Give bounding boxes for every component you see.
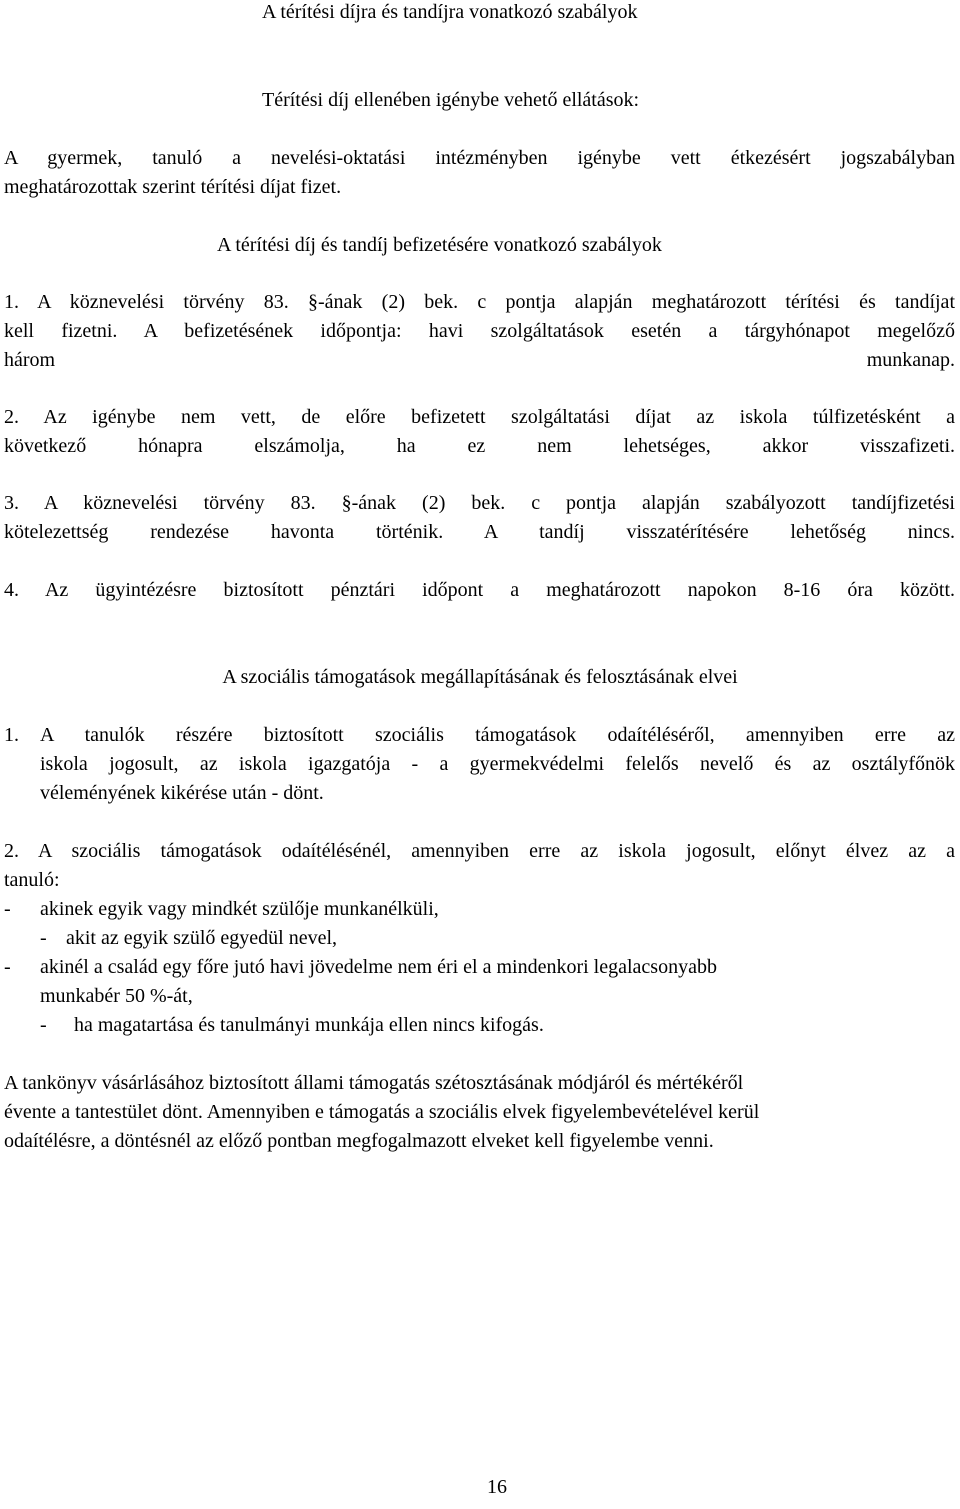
- condition-1-dash: -: [4, 898, 11, 920]
- social-1-line-1: A tanulók részére biztosított szociális támogatások odaítéléséről, amennyiben erre az: [40, 724, 955, 746]
- condition-4-dash: -: [40, 1014, 47, 1036]
- textbook-line-3: odaítélésre, a döntésnél az előző pontban megfogalmazott elveket kell figyelembe venni.: [4, 1130, 714, 1152]
- textbook-line-2: évente a tantestület dönt. Amennyiben e támogatás a szociális elvek figyelembevételével kerül: [4, 1101, 760, 1123]
- rule-2-line-1: 2. Az igénybe nem vett, de előre befizetett szolgáltatási díjat az iskola túlfizetésként a: [4, 406, 955, 428]
- social-1-number: 1.: [4, 724, 19, 746]
- condition-4-text: ha magatartása és tanulmányi munkája ellen nincs kifogás.: [74, 1014, 544, 1036]
- rule-3-line-2: kötelezettség rendezése havonta történik. A tandíj visszatérítésére lehetőség nincs.: [4, 521, 955, 543]
- document-title: A térítési díjra és tandíjra vonatkozó szabályok: [262, 1, 638, 23]
- rule-1-line-3-right: munkanap.: [866, 349, 955, 371]
- condition-2-dash: -: [40, 927, 47, 949]
- payment-rules-heading: A térítési díj és tandíj befizetésére vonatkozó szabályok: [217, 234, 662, 256]
- document-subtitle: Térítési díj ellenében igénybe vehető ellátások:: [262, 89, 640, 111]
- rule-3-line-1: 3. A köznevelési törvény 83. §-ának (2) bek. c pontja alapján szabályozott tandíjfizetési: [4, 492, 955, 514]
- page-number: 16: [487, 1476, 507, 1498]
- textbook-line-1: A tankönyv vásárlásához biztosított állami támogatás szétosztásának módjáról és mértékéről: [4, 1072, 744, 1094]
- rule-1-line-2: kell fizetni. A befizetésének időpontja: havi szolgáltatások esetén a tárgyhónapot megelőző: [4, 320, 955, 342]
- social-2-line-2: tanuló:: [4, 869, 60, 891]
- rule-1-line-3: [4, 348, 955, 372]
- social-2-line-1: 2. A szociális támogatások odaítélésénél, amennyiben erre az iskola jogosult, előnyt élvez az a: [4, 840, 955, 862]
- rule-1-line-3-left: három: [4, 349, 56, 371]
- condition-3-dash: -: [4, 956, 11, 978]
- condition-1-text: akinek egyik vagy mindkét szülője munkanélküli,: [40, 898, 439, 920]
- condition-3-continuation: munkabér 50 %-át,: [40, 985, 193, 1007]
- condition-3-text: akinél a család egy főre jutó havi jövedelme nem éri el a mindenkori legalacsonyabb: [40, 956, 717, 978]
- social-1-line-2: iskola jogosult, az iskola igazgatója - a gyermekvédelmi felelős nevelő és az osztályfőnök: [40, 753, 955, 775]
- intro-line-2: meghatározottak szerint térítési díjat fizet.: [4, 176, 342, 198]
- rule-2-line-2: következő hónapra elszámolja, ha ez nem lehetséges, akkor visszafizeti.: [4, 435, 955, 457]
- rule-4-line-1: 4. Az ügyintézésre biztosított pénztári időpont a meghatározott napokon 8-16 óra között.: [4, 579, 955, 601]
- social-support-heading: A szociális támogatások megállapításának és felosztásának elvei: [222, 666, 738, 688]
- intro-line-1: A gyermek, tanuló a nevelési-oktatási intézményben igénybe vett étkezésért jogszabályban: [4, 147, 955, 169]
- rule-1-line-1: 1. A köznevelési törvény 83. §-ának (2) bek. c pontja alapján meghatározott térítési és tandíjat: [4, 291, 955, 313]
- social-1-line-3: véleményének kikérése után - dönt.: [40, 782, 324, 804]
- condition-2-text: akit az egyik szülő egyedül nevel,: [66, 927, 338, 949]
